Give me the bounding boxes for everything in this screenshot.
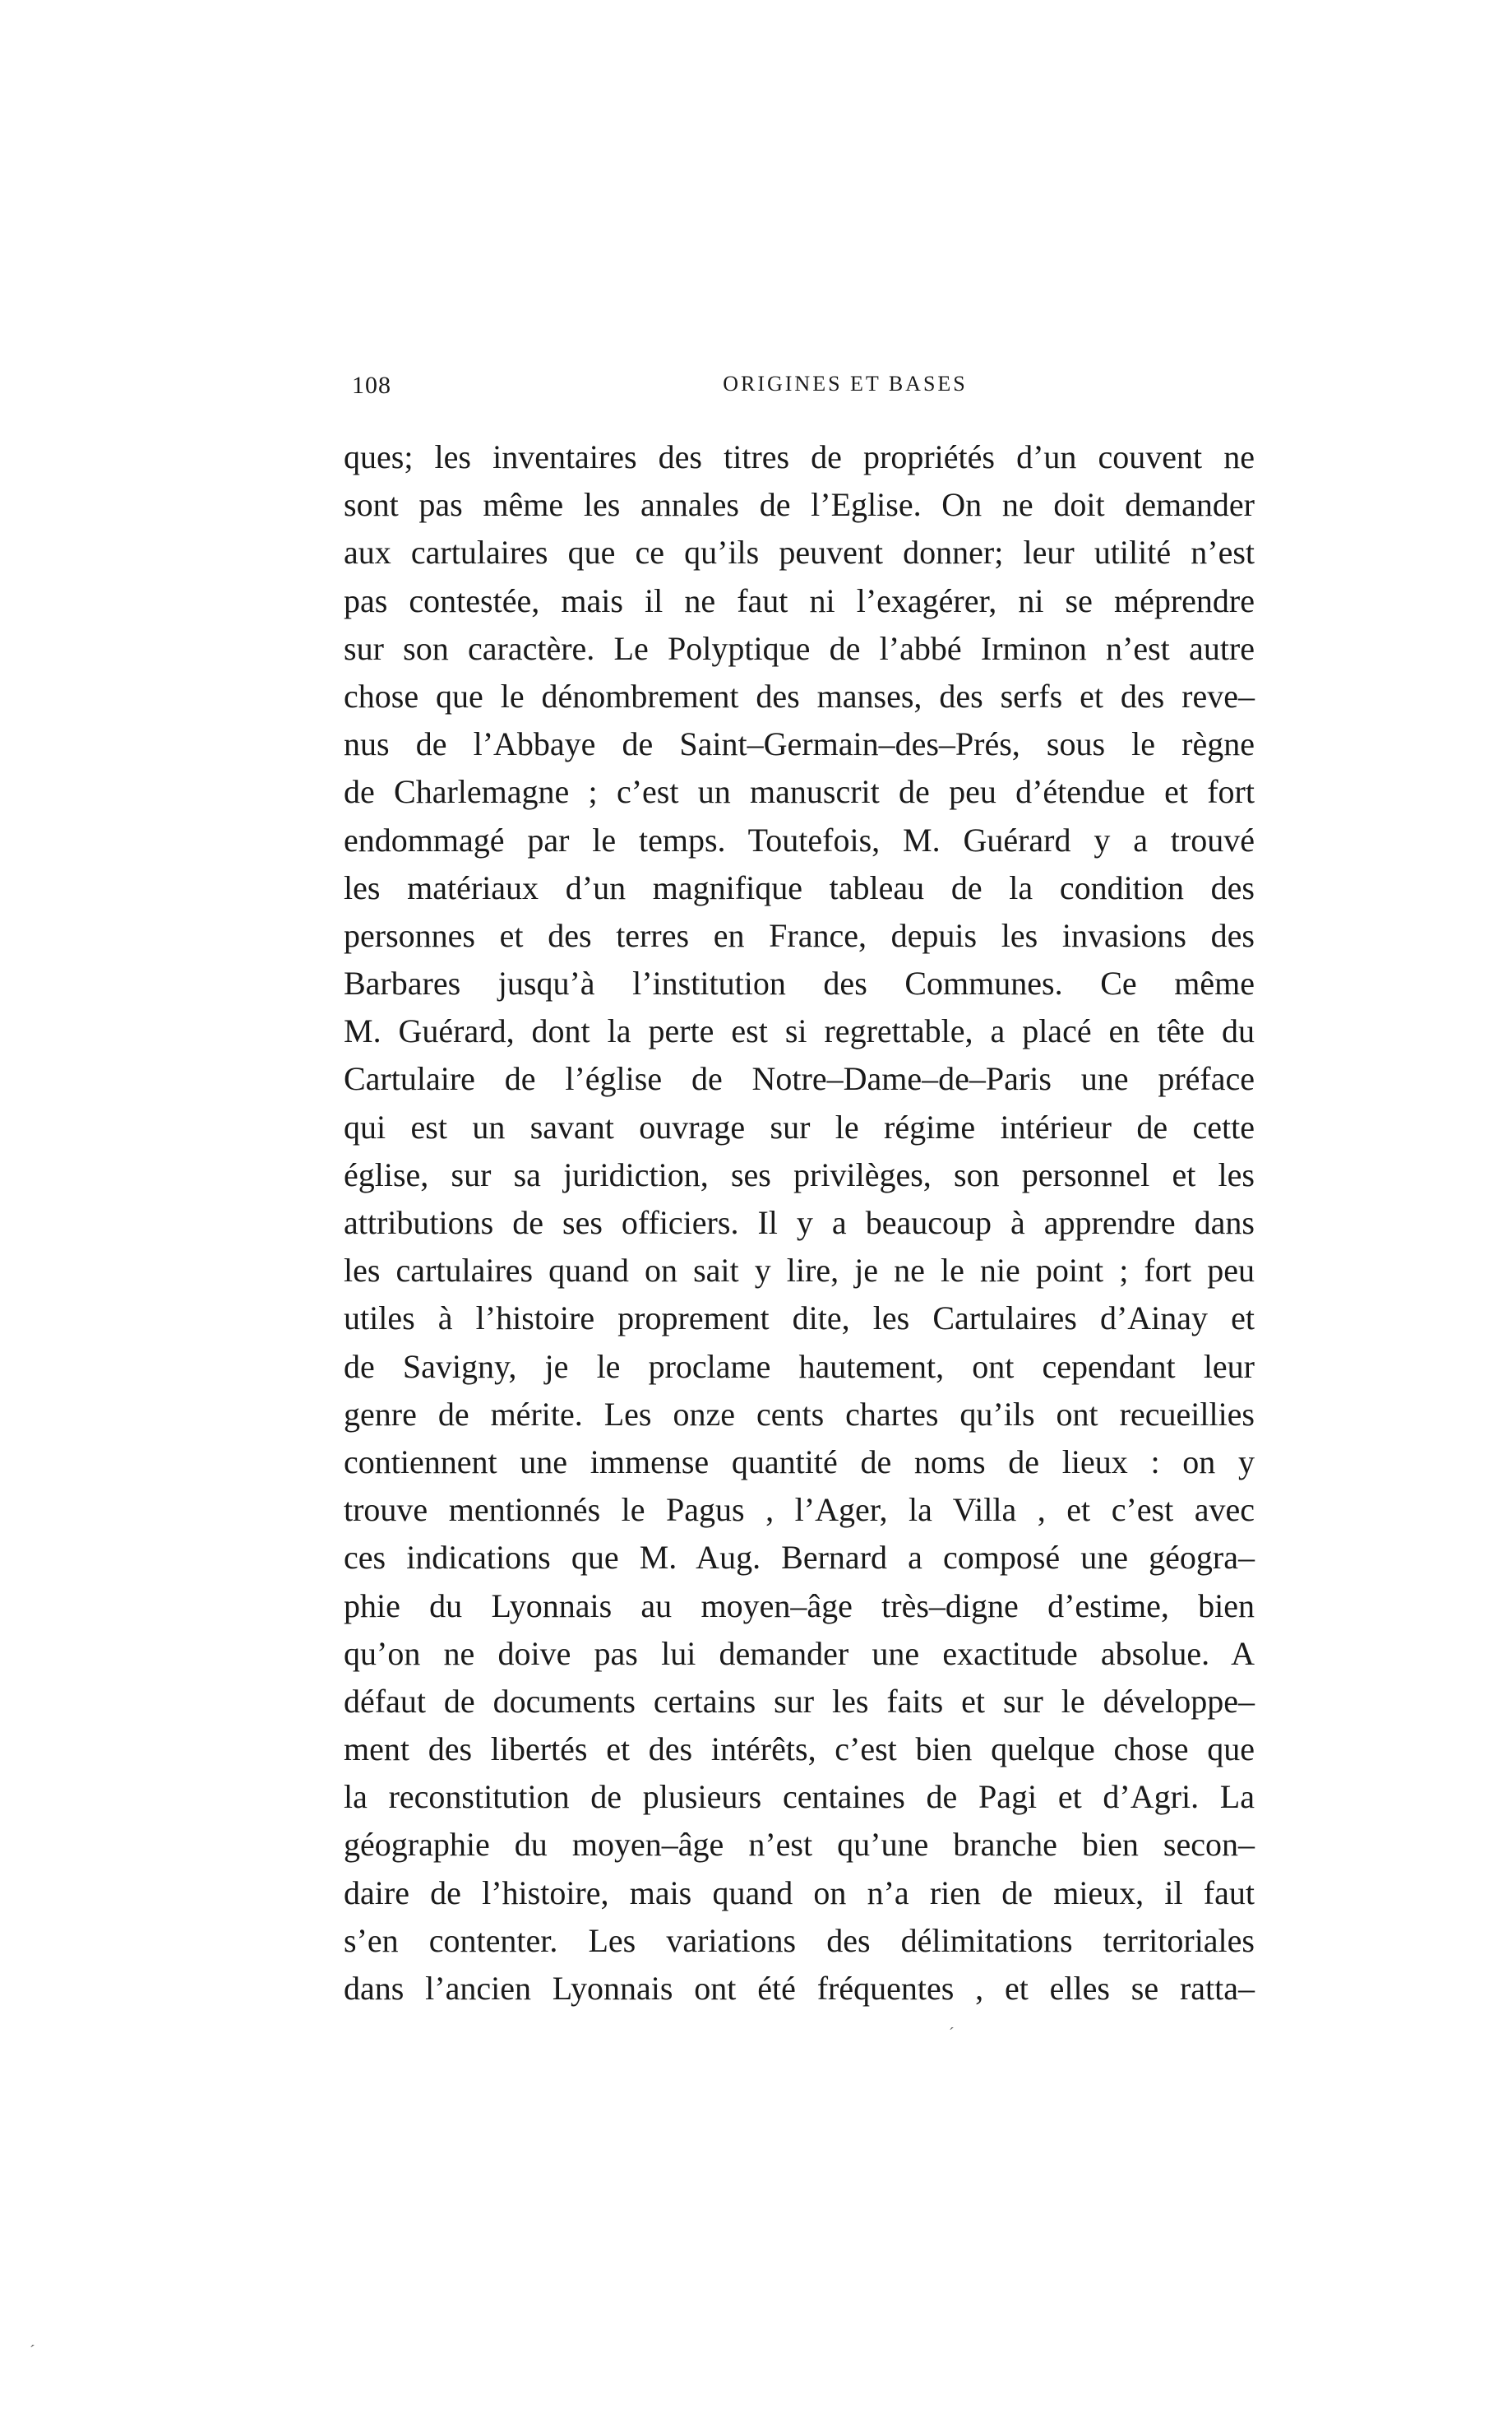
text-line: utiles à l’histoire proprement dite, les Cartulaires d’Ainay et <box>344 1299 1255 1337</box>
text-line: s’en contenter. Les variations des délimitations territoriales <box>344 1921 1255 1959</box>
text-line: chose que le dénombrement des manses, des serfs et des reve– <box>344 677 1255 715</box>
page-header <box>352 372 1306 408</box>
text-line: ment des libertés et des intérêts, c’est bien quelque chose que <box>344 1730 1255 1768</box>
text-line: géographie du moyen–âge n’est qu’une branche bien secon– <box>344 1826 1255 1864</box>
text-line: trouve mentionnés le Pagus , l’Ager, la Villa , et c’est avec <box>344 1491 1255 1529</box>
text-line: la reconstitution de plusieurs centaines de Pagi et d’Agri. La <box>344 1778 1255 1816</box>
text-line: genre de mérite. Les onze cents chartes qu’ils ont recueillies <box>344 1395 1255 1433</box>
page-number: 108 <box>352 372 391 399</box>
text-line: M. Guérard, dont la perte est si regrettable, a placé en tête du <box>344 1012 1255 1050</box>
text-line: pas contestée, mais il ne faut ni l’exagérer, ni se méprendre <box>344 581 1255 619</box>
text-line: ces indications que M. Aug. Bernard a composé une géogra– <box>344 1539 1255 1577</box>
text-line: qu’on ne doive pas lui demander une exactitude absolue. A <box>344 1634 1255 1672</box>
text-line: phie du Lyonnais au moyen–âge très–digne d’estime, bien <box>344 1586 1255 1624</box>
text-line: sont pas même les annales de l’Eglise. On ne doit demander <box>344 486 1255 524</box>
text-line: de Charlemagne ; c’est un manuscrit de peu d’étendue et fort <box>344 773 1255 811</box>
stray-ink-mark: ˊ <box>30 2342 35 2360</box>
text-line: aux cartulaires que ce qu’ils peuvent donner; leur utilité n’est <box>344 534 1255 572</box>
text-line: les cartulaires quand on sait y lire, je ne le nie point ; fort peu <box>344 1252 1255 1290</box>
text-line: Cartulaire de l’église de Notre–Dame–de–Paris une préface <box>344 1060 1255 1098</box>
text-line: ques; les inventaires des titres de propriétés d’un couvent ne <box>344 438 1255 475</box>
text-line: église, sur sa juridiction, ses privilèges, son personnel et les <box>344 1156 1255 1193</box>
text-line: de Savigny, je le proclame hautement, ont cependant leur <box>344 1347 1255 1385</box>
text-line: les matériaux d’un magnifique tableau de la condition des <box>344 868 1255 906</box>
text-line: personnes et des terres en France, depuis les invasions des <box>344 916 1255 954</box>
text-line: qui est un savant ouvrage sur le régime intérieur de cette <box>344 1108 1255 1146</box>
body-text <box>344 433 1255 2012</box>
text-line: nus de l’Abbaye de Saint–Germain–des–Prés, sous le règne <box>344 725 1255 763</box>
text-line: daire de l’histoire, mais quand on n’a rien de mieux, il faut <box>344 1874 1255 1911</box>
text-line: défaut de documents certains sur les faits et sur le développe– <box>344 1682 1255 1720</box>
text-line: contiennent une immense quantité de noms de lieux : on y <box>344 1443 1255 1480</box>
text-line: attributions de ses officiers. Il y a beaucoup à apprendre dans <box>344 1204 1255 1241</box>
text-line: Barbares jusqu’à l’institution des Communes. Ce même <box>344 965 1255 1003</box>
text-line: dans l’ancien Lyonnais ont été fréquentes , et elles se ratta– <box>344 1970 1255 2007</box>
stray-ink-mark: ˊ <box>949 2025 955 2043</box>
text-line: endommagé par le temps. Toutefois, M. Guérard y a trouvé <box>344 821 1255 859</box>
text-line: sur son caractère. Le Polyptique de l’abbé Irminon n’est autre <box>344 629 1255 667</box>
running-title: ORIGINES ET BASES <box>723 372 968 396</box>
